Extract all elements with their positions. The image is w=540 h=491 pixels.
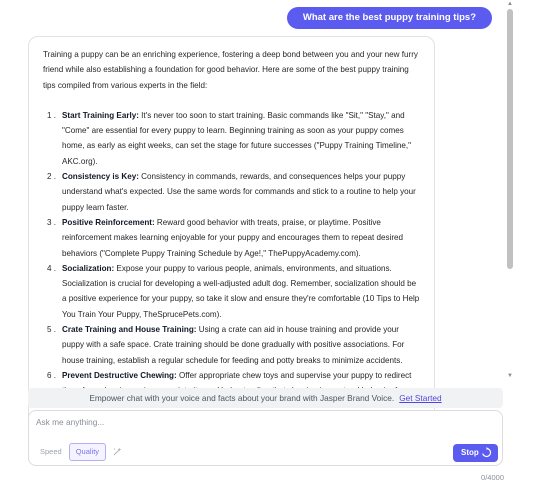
assistant-response-card [28, 36, 435, 436]
scroll-down-arrow-icon[interactable]: ▼ [507, 373, 513, 379]
tip-number: 6 . [47, 370, 56, 380]
tip-title: Positive Reinforcement: [62, 217, 155, 227]
tip-title: Start Training Early: [62, 110, 139, 120]
tips-list [43, 108, 420, 399]
list-item [43, 261, 420, 322]
stop-label: Stop [461, 448, 479, 457]
tip-body [62, 322, 420, 368]
tip-title: Prevent Destructive Chewing: [62, 370, 177, 380]
chat-scrollbar[interactable] [506, 0, 514, 380]
tip-number: 3 . [47, 217, 56, 227]
list-item [43, 322, 420, 368]
list-item [43, 215, 420, 261]
stop-button[interactable] [453, 444, 498, 462]
mode-quality-button[interactable]: Quality [69, 443, 106, 461]
banner-text: Empower chat with your voice and facts about your brand with Jasper Brand Voice. [89, 393, 395, 403]
brand-voice-banner [28, 388, 503, 408]
scroll-up-arrow-icon[interactable]: ▲ [507, 1, 513, 7]
mode-speed-button[interactable]: Speed [40, 447, 62, 456]
tip-body [62, 261, 420, 322]
tip-text: Offer appropriate chew toys and supervise your puppy to redirect [178, 370, 412, 380]
tip-text: It's never too soon to start training. Basic commands like "Sit," "Stay," and "Come" are essential for every puppy to learn. Beginning training as soon as your puppy comes home, as early as eight weeks, can set the stage for future successes ("Puppy Training Timeline," AKC.org). [62, 110, 412, 166]
tip-title: Socialization: [62, 263, 115, 273]
tip-number: 4 . [47, 263, 56, 273]
tip-body [62, 215, 420, 261]
tip-number: 2 . [47, 172, 56, 182]
tip-text: Expose your puppy to various people, animals, environments, and situations. Socialization is crucial for developing a well-adjusted adult dog. Remember, socialization should be a positive experience for your puppy, so take it slow and ensure they're comfortable (10 Tips to Help You Train Your Puppy, TheSprucePets.com). [62, 263, 420, 319]
tip-body [62, 108, 420, 169]
list-item [43, 169, 420, 215]
character-counter: 0/4000 [481, 473, 504, 482]
tip-text: Reward good behavior with treats, praise, or playtime. Positive reinforcement makes learning enjoyable for your puppy and encourages them to repeat desired behaviors ("Complete Puppy Training Schedule by Age!," ThePuppyAcademy.com). [62, 217, 404, 258]
sparkle-icon[interactable] [111, 446, 123, 458]
chat-input[interactable]: Ask me anything... [36, 417, 105, 427]
get-started-link[interactable]: Get Started [399, 393, 442, 403]
response-intro: Training a puppy can be an enriching experience, fostering a deep bond between you and your new furry friend while also establishing a foundation for good behavior. Here are some of the best puppy training tips compiled from various experts in the field: [43, 50, 418, 90]
user-message-bubble: What are the best puppy training tips? [287, 7, 492, 29]
tip-body [62, 169, 420, 215]
tip-title: Consistency is Key: [62, 172, 139, 182]
scrollbar-thumb[interactable] [507, 9, 513, 269]
mode-toggle [33, 443, 106, 461]
tip-number: 1 . [47, 110, 56, 120]
list-item [43, 108, 420, 169]
tip-title: Crate Training and House Training: [62, 325, 197, 335]
tip-text: Using a crate can aid in house training and provide your puppy with a safe space. Crate training should be done gradually with positive associations. For house training, establish a regular schedule for feeding and potty breaks to minimize accidents. [62, 325, 405, 365]
tip-number: 5 . [47, 325, 56, 335]
tip-text: Consistency in commands, rewards, and consequences helps your puppy understand what's expected. Use the same words for commands and stick to a routine to help your puppy learn faster. [62, 172, 416, 212]
stop-spinner-icon [481, 447, 492, 458]
chat-composer[interactable] [28, 410, 503, 466]
